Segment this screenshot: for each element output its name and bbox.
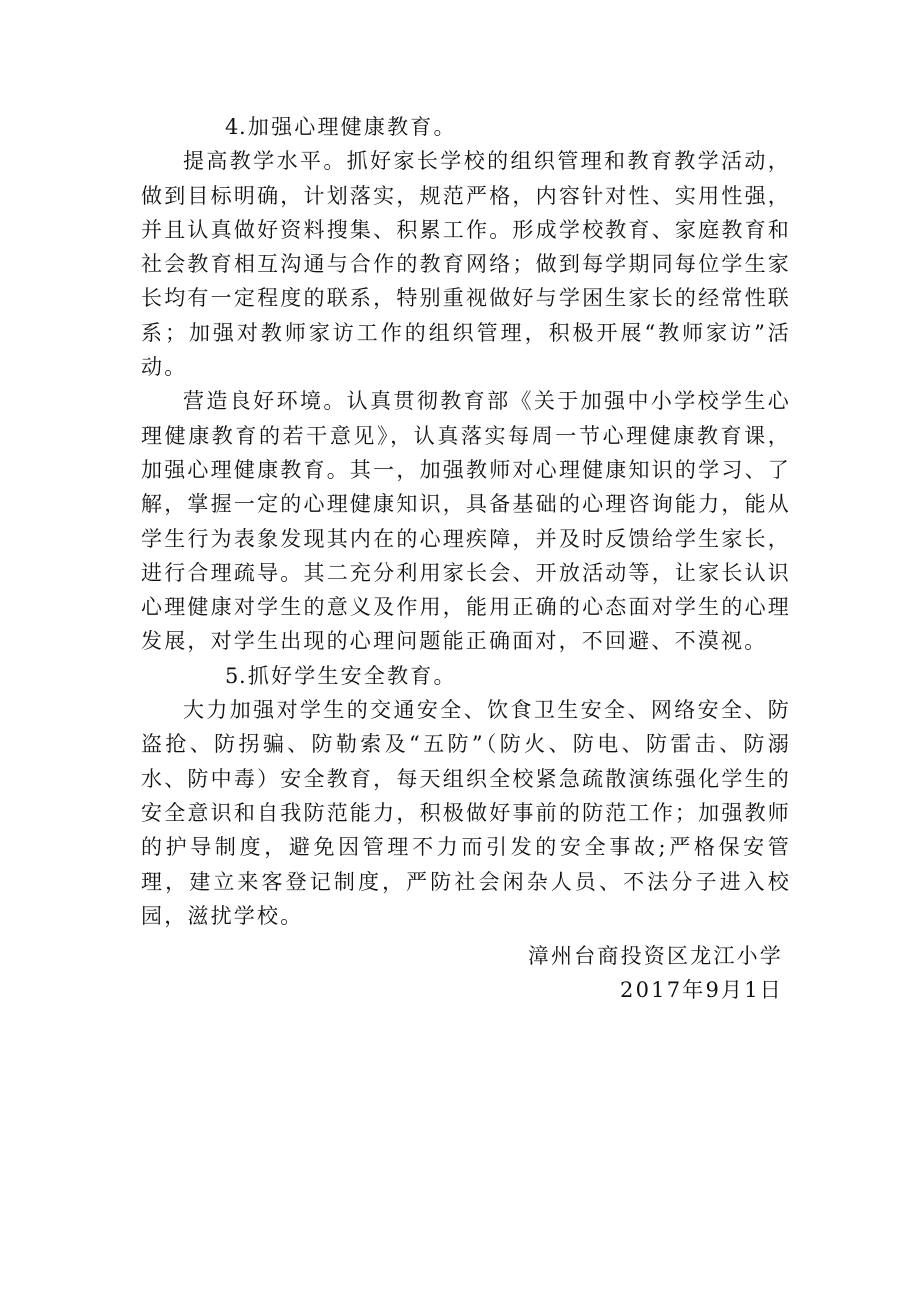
section-4-number: 4 [225, 115, 241, 139]
section-5-heading [141, 659, 791, 693]
section-5-number: 5 [225, 663, 241, 688]
section-4-heading [141, 110, 791, 144]
paragraph-environment: 营造良好环境。认真贯彻教育部《关于加强中小学校学生心理健康教育的若干意见》，认真落实每周一节心理健康教育课，加强心理健康教育。其一，加强教师对心理健康知识的学习、了解，掌握一定的心理健康知识，具备基础的心理咨询能力，能从学生行为表象发现其内在的心理疾障，并及时反馈给学生家长，进行合理疏导。其二充分利用家长会、开放活动等，让家长认识心理健康对学生的意义及作用，能用正确的心态面对学生的心理发展，对学生出现的心理问题能正确面对，不回避、不漠视。 [141, 389, 791, 654]
section-4-title: .加强心理健康教育。 [239, 115, 457, 139]
signature-school: 漳州台商投资区龙江小学 [527, 944, 783, 969]
document-body [141, 110, 791, 1008]
paragraph-safety: 大力加强对学生的交通安全、饮食卫生安全、网络安全、防盗抢、防拐骗、防勒索及“五防”（防火、防电、防雷击、防溺水、防中毒）安全教育，每天组织全校紧急疏散演练强化学生的安全意识和自我防范能力，积极做好事前的防范工作；加强教师的护导制度，避免因管理不力而引发的安全事故;严格保安管理，建立来客登记制度，严防社会闲杂人员、不法分子进入校园，滋扰学校。 [141, 698, 791, 928]
section-5-title: .抓好学生安全教育。 [239, 663, 457, 688]
signature-date: 2017年9月1日 [620, 978, 783, 1003]
paragraph-teaching-level: 提高教学水平。抓好家长学校的组织管理和教育教学活动，做到目标明确，计划落实，规范严格，内容针对性、实用性强，并且认真做好资料搜集、积累工作。形成学校教育、家庭教育和社会教育相互沟通与合作的教育网络；做到每学期同每位学生家长均有一定程度的联系，特别重视做好与学困生家长的经常性联系；加强对教师家访工作的组织管理，积极开展“教师家访”活动。 [141, 149, 791, 380]
